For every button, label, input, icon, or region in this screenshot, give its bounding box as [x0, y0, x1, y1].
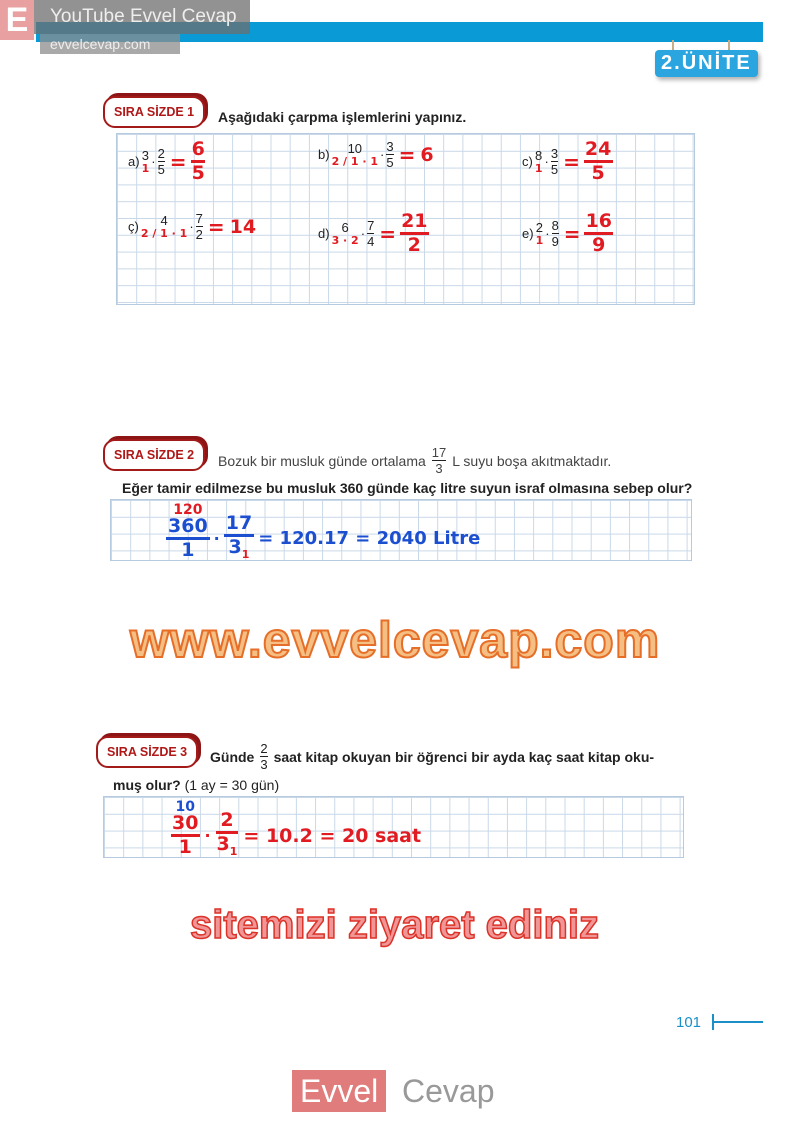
multiplication-item: [318, 212, 428, 255]
hand-fraction: [217, 811, 238, 861]
numerator: 17: [431, 445, 447, 460]
dot-operator: ·: [544, 154, 549, 169]
fraction: [432, 446, 446, 475]
equals-sign: =: [563, 149, 580, 174]
denominator: 5: [550, 162, 559, 177]
footer-logo-cevap: Cevap: [402, 1073, 495, 1109]
whole-number: [141, 214, 187, 240]
fraction: [552, 219, 559, 248]
cancel-note: 10: [175, 799, 195, 816]
answer-fraction: [401, 212, 427, 255]
numerator: 2: [535, 219, 543, 235]
diagonal-watermark-sub: sitemizi ziyaret ediniz: [190, 903, 600, 947]
denominator: 1: [181, 539, 195, 562]
denominator: 2: [195, 227, 203, 242]
question-text: muş olur?: [113, 777, 181, 793]
multiplication-item: [522, 212, 612, 255]
cancelled-fraction: [172, 800, 198, 857]
denominator: 5: [591, 162, 605, 184]
work-result: = 120.17 = 2040 Litre: [258, 528, 481, 550]
page-number-rule: [712, 1021, 763, 1023]
question-text: saat kitap okuyan bir öğrenci bir ayda kaç saat kitap oku-: [273, 748, 655, 765]
dot-operator: ·: [204, 826, 211, 846]
equals-sign: =: [379, 221, 397, 246]
fraction: [367, 219, 374, 248]
cancel-note: 3 · 2: [331, 233, 359, 247]
denominator: 5: [386, 155, 394, 170]
item-label: d): [318, 226, 330, 241]
fraction: [196, 212, 203, 241]
diagonal-watermark: www.evvelcevap.com: [130, 612, 661, 668]
numerator: 6: [341, 219, 349, 235]
answer: 6: [420, 143, 434, 166]
hand-fraction: [168, 517, 208, 560]
numerator: 6: [191, 138, 205, 160]
cancel-note: 120: [173, 502, 203, 519]
numerator: 3: [141, 147, 149, 163]
equals-sign: =: [169, 149, 187, 174]
dot-operator: ·: [189, 219, 194, 234]
answer: 14: [229, 215, 257, 238]
section2-handwritten-work: [168, 500, 480, 564]
answer-fraction: [192, 140, 205, 183]
work-result: = 10.2 = 20 saat: [243, 824, 422, 847]
cancel-note: 1: [229, 844, 238, 858]
section2-badge: SIRA SİZDE 2: [103, 439, 205, 471]
denominator: 2: [407, 234, 421, 256]
section2-question-line2: Eğer tamir edilmezse bu musluk 360 günde kaç litre suyun israf olmasına sebep olur?: [122, 480, 693, 496]
multiplication-item: [318, 140, 434, 169]
section2-question-line1: [218, 446, 611, 475]
denominator: 3: [435, 461, 443, 476]
numerator: 4: [160, 212, 168, 228]
question-text: L suyu boşa akıtmaktadır.: [452, 452, 612, 469]
dot-operator: ·: [151, 154, 156, 169]
denominator-group: [229, 538, 250, 564]
whole-number: [332, 142, 378, 168]
denominator: 4: [367, 234, 375, 249]
multiplication-item: [128, 140, 205, 183]
hand-fraction: [226, 514, 252, 564]
multiplication-item: [522, 140, 611, 183]
site-watermark: evvelcevap.com: [40, 34, 180, 54]
item-label: e): [522, 226, 534, 241]
numerator: 7: [367, 218, 375, 233]
cancel-note: 1: [141, 161, 150, 175]
whole-number: [332, 221, 359, 247]
page-number: 101: [676, 1014, 702, 1031]
dot-operator: ·: [545, 226, 550, 241]
numerator: 30: [172, 812, 199, 835]
denominator: 3: [216, 833, 230, 855]
denominator: 9: [551, 234, 559, 249]
fraction: [260, 742, 267, 771]
cancel-note: 2 / 1 · 1: [140, 226, 188, 240]
dot-operator: ·: [360, 226, 366, 241]
question-text: Bozuk bir musluk günde ortalama: [218, 452, 426, 469]
numerator: 2: [260, 741, 268, 756]
numerator: 17: [225, 512, 253, 534]
fraction: [158, 147, 165, 176]
fraction: [386, 140, 393, 169]
numerator: 3: [550, 146, 559, 161]
cancel-note: 2 / 1 · 1: [331, 154, 379, 168]
numerator: 2: [220, 809, 234, 831]
cancel-note: 1: [241, 547, 250, 561]
whole-number: [535, 149, 543, 175]
numerator: 3: [386, 139, 394, 154]
answer-fraction: [586, 212, 612, 255]
denominator: 9: [592, 234, 606, 256]
footer-logo-evvel: Evvel: [292, 1070, 386, 1112]
numerator: 2: [157, 146, 165, 161]
cancel-note: 1: [534, 161, 543, 175]
dot-operator: ·: [213, 529, 220, 549]
numerator: 16: [585, 210, 613, 232]
fraction: [551, 147, 558, 176]
numerator: 10: [347, 140, 363, 156]
denominator-group: [217, 835, 238, 861]
numerator: 8: [551, 218, 559, 233]
section3-badge: SIRA SİZDE 3: [96, 736, 198, 768]
unit-badge: [655, 50, 758, 77]
item-label: ç): [128, 219, 139, 234]
denominator: 5: [157, 162, 165, 177]
denominator: 3: [260, 757, 268, 772]
whole-number: [142, 149, 150, 175]
numerator: 24: [584, 138, 612, 160]
dot-operator: ·: [380, 147, 385, 162]
item-label: b): [318, 147, 330, 162]
youtube-watermark: YouTube Evvel Cevap: [34, 0, 250, 34]
section3-handwritten-work: [172, 797, 421, 861]
denominator: 5: [191, 162, 205, 184]
equals-sign: =: [563, 221, 581, 246]
section1-badge: SIRA SİZDE 1: [103, 96, 205, 128]
equals-sign: =: [207, 214, 225, 239]
question-note: (1 ay = 30 gün): [184, 777, 280, 793]
numerator: 21: [401, 210, 428, 232]
question-text: Günde: [210, 748, 255, 765]
equals-sign: =: [398, 142, 416, 167]
item-label: a): [128, 154, 140, 169]
whole-number: [536, 221, 544, 247]
section3-question-line2: [113, 777, 279, 793]
evvel-logo-icon: E: [0, 0, 34, 40]
denominator: 3: [228, 536, 242, 558]
hand-fraction: [172, 814, 198, 857]
numerator: 7: [195, 211, 203, 226]
numerator: 8: [535, 147, 543, 163]
answer-fraction: [585, 140, 611, 183]
section1-instruction: Aşağıdaki çarpma işlemlerini yapınız.: [218, 109, 467, 125]
denominator: 1: [178, 836, 192, 859]
item-label: c): [522, 154, 533, 169]
numerator: 360: [168, 515, 208, 538]
section3-question-line1: [210, 742, 654, 771]
unit-number: 2.: [661, 52, 682, 74]
multiplication-item: [128, 212, 256, 241]
unit-label: ÜNİTE: [681, 52, 752, 74]
cancelled-fraction: [168, 503, 208, 560]
cancel-note: 1: [535, 233, 544, 247]
